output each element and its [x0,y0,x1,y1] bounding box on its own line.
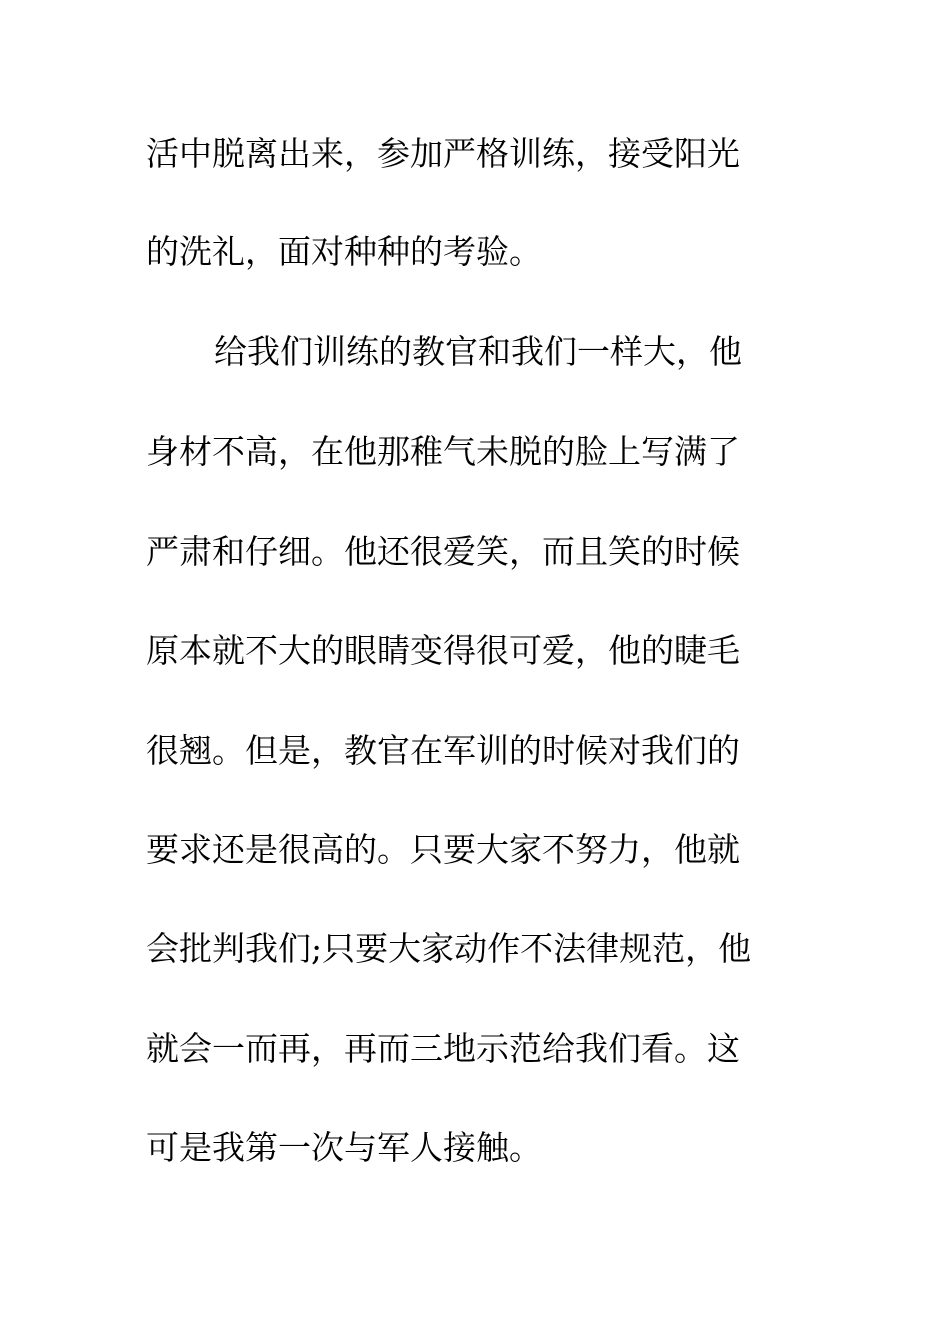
text-line: 身材不高，在他那稚气未脱的脸上写满了 [146,432,740,471]
text-line: 要求还是很高的。只要大家不努力，他就 [146,830,740,869]
paragraph-first-line: 给我们训练的教官和我们一样大，他 [214,332,742,371]
text-line: 活中脱离出来，参加严格训练，接受阳光 [146,134,740,173]
text-line: 就会一而再，再而三地示范给我们看。这 [146,1029,740,1068]
text-line: 原本就不大的眼睛变得很可爱，他的睫毛 [146,631,740,670]
text-line: 可是我第一次与军人接触。 [146,1128,542,1167]
text-line: 很翘。但是，教官在军训的时候对我们的 [146,731,740,770]
text-line: 严肃和仔细。他还很爱笑，而且笑的时候 [146,532,740,571]
text-line: 会批判我们;只要大家动作不法律规范，他 [146,929,752,968]
text-line: 的洗礼，面对种种的考验。 [146,232,542,271]
